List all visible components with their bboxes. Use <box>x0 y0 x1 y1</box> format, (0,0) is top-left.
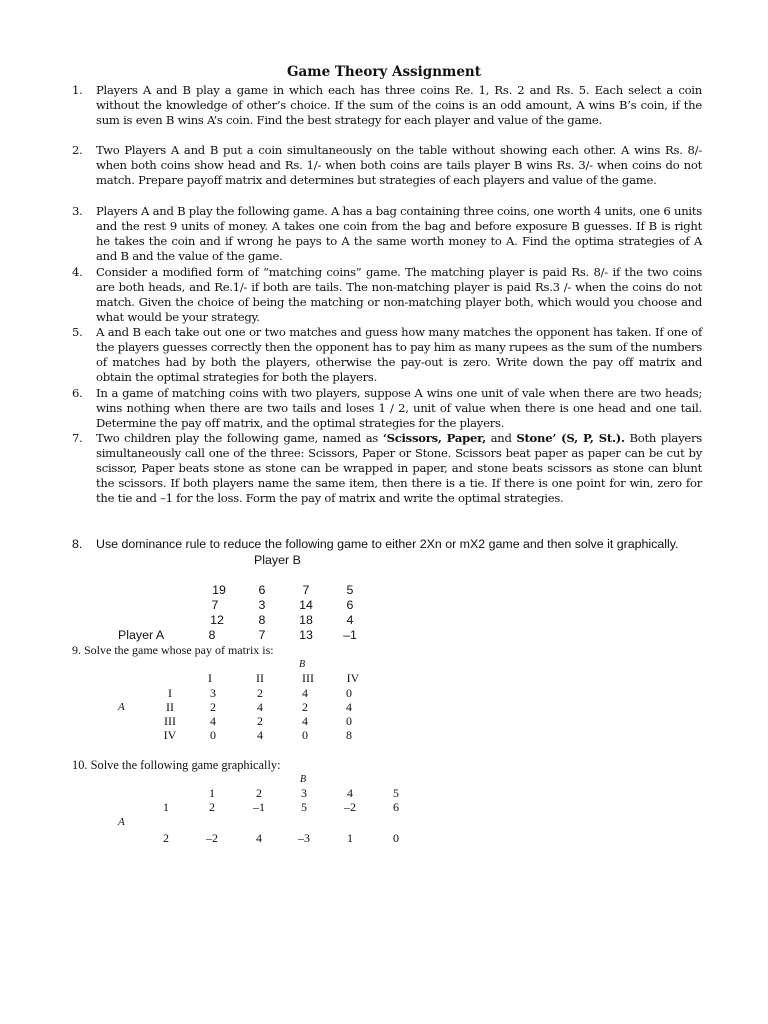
matrix-row-head: IV <box>163 728 177 742</box>
matrix-cell: 2 <box>209 800 215 814</box>
question-7 <box>72 431 702 506</box>
question-text: Players A and B play the following game. A has a bag containing three coins, one worth 4 units, one 6 units and the rest 9 units of money. A takes one coin from the bag and before exposure B guesses. If B is right he takes the coin and if wrong he pays to A the same worth money to A. Find the optima strategies of A and B and the value of the game. <box>96 204 702 264</box>
question-text <box>96 431 702 506</box>
game-name-bold: ‘Scissors, Paper, <box>382 431 486 445</box>
question-number: 2. <box>72 143 83 157</box>
question-number: 6. <box>72 386 83 400</box>
matrix-cell: 8 <box>208 628 216 642</box>
question-2 <box>72 143 702 188</box>
matrix-cell: 7 <box>258 628 266 642</box>
question-text: Players A and B play a game in which each has three coins Re. 1, Rs. 2 and Rs. 5. Each select a coin without the knowledge of other’s choice. If the sum of the coins is an odd amount, A wins B’s coin, if the sum is even B wins A’s coin. Find the best strategy for each player and value of the game. <box>96 83 702 128</box>
question-10 <box>72 758 281 773</box>
question-text-part: and <box>485 431 517 445</box>
matrix-cell: 4 <box>302 686 308 700</box>
matrix-row-head: I <box>168 686 172 700</box>
question-3 <box>72 204 702 264</box>
matrix-cell: 6 <box>258 583 266 597</box>
matrix-cell: 0 <box>393 831 399 845</box>
question-number: 4. <box>72 265 83 279</box>
matrix-column-head: III <box>302 671 314 685</box>
matrix-column-head: II <box>256 671 264 685</box>
matrix-cell: 2 <box>210 700 216 714</box>
matrix-cell: 8 <box>346 728 352 742</box>
game-name-bold: Stone’ (S, P, St.). <box>516 431 625 445</box>
matrix-cell: 0 <box>210 728 216 742</box>
matrix-cell: 3 <box>210 686 216 700</box>
question-number: 3. <box>72 204 83 218</box>
matrix-row-head: II <box>166 700 174 714</box>
matrix-cell: 19 <box>212 583 226 597</box>
matrix-cell: –1 <box>253 800 265 814</box>
question-number: 5. <box>72 325 83 339</box>
matrix-cell: 6 <box>346 598 354 612</box>
matrix-cell: 2 <box>302 700 308 714</box>
question-text: A and B each take out one or two matches and guess how many matches the opponent has taken. If one of the players guesses correctly then the opponent has to pay him as many rupees as the sum of the numbers of matches had by both the players, otherwise the pay-out is zero. Write down the pay off matrix and obtain the optimal strategies for both the players. <box>96 325 702 385</box>
matrix-cell: 13 <box>299 628 313 642</box>
question-text-part: Both players simultaneously call one of the three: Scissors, Paper or Stone. Scissors beat paper as paper can be cut by scissor, Paper beats stone as stone can be wrapped in paper, and stone beats scissors as stone can blunt the scissors. If both players name the same item, then there is a tie. If there is one point for win, zero for the tie and –1 for the loss. Form the pay of matrix and write the optimal strategies. <box>96 431 702 506</box>
matrix-cell: 0 <box>346 686 352 700</box>
matrix-column-head: 1 <box>209 786 215 800</box>
page-title: Game Theory Assignment <box>287 64 481 80</box>
matrix-cell: –1 <box>343 628 357 642</box>
question-number: 8. <box>72 537 83 551</box>
matrix-cell: 2 <box>257 686 263 700</box>
matrix-cell: 7 <box>302 583 310 597</box>
question-8 <box>72 537 678 551</box>
matrix-cell: 4 <box>302 714 308 728</box>
question-number: 9. <box>72 643 81 657</box>
question-5 <box>72 325 702 385</box>
matrix-cell: –2 <box>206 831 218 845</box>
matrix-cell: 2 <box>257 714 263 728</box>
question-text: Solve the following game graphically: <box>90 758 281 772</box>
matrix-cell: 6 <box>393 800 399 814</box>
matrix-cell: 8 <box>258 613 266 627</box>
question-text: Two Players A and B put a coin simultaneously on the table without showing each other. A wins Rs. 8/- when both coins show head and Rs. 1/- when both coins are tails player B wins Rs. 3/- when coins do not match. Prepare payoff matrix and determines but strategies of each players and value of the game. <box>96 143 702 188</box>
matrix-cell: 4 <box>257 728 263 742</box>
matrix-column-head: 5 <box>393 786 399 800</box>
matrix-row-head: III <box>164 714 176 728</box>
matrix-column-head: I <box>208 671 212 685</box>
matrix-column-label: B <box>300 774 307 785</box>
matrix-column-label: B <box>299 659 306 670</box>
matrix-cell: 12 <box>210 613 224 627</box>
question-text: Use dominance rule to reduce the following game to either 2Xn or mX2 game and then solve it graphically. <box>96 537 679 551</box>
matrix-column-head: 2 <box>256 786 262 800</box>
question-text: Solve the game whose pay of matrix is: <box>84 643 274 657</box>
question-number: 1. <box>72 83 83 97</box>
matrix-cell: –3 <box>298 831 310 845</box>
question-9 <box>72 643 274 658</box>
question-6 <box>72 386 702 431</box>
matrix-column-head: 3 <box>301 786 307 800</box>
question-1 <box>72 83 702 128</box>
matrix-column-head: IV <box>346 671 360 685</box>
matrix-row-label: A <box>118 701 125 713</box>
matrix-row-label: Player A <box>118 628 165 642</box>
question-text: In a game of matching coins with two players, suppose A wins one unit of vale when there are two heads; wins nothing when there are two tails and loses 1 / 2, unit of value when there is one head and one tail. Determine the pay off matrix, and the optimal strategies for the players. <box>96 386 702 431</box>
question-text-part: Two children play the following game, named as <box>96 431 383 445</box>
matrix-column-head: 4 <box>347 786 353 800</box>
matrix-cell: 4 <box>346 613 354 627</box>
matrix-cell: –2 <box>344 800 356 814</box>
matrix-cell: 4 <box>257 700 263 714</box>
matrix-row-head: 1 <box>163 800 169 814</box>
matrix-cell: 14 <box>299 598 313 612</box>
matrix-cell: 18 <box>299 613 313 627</box>
question-4 <box>72 265 702 325</box>
matrix-cell: 0 <box>346 714 352 728</box>
question-text: Consider a modified form of “matching coins” game. The matching player is paid Rs. 8/- if the two coins are both heads, and Re.1/- if both are tails. The non-matching player is paid Rs.3 /- when the coins do not match. Given the choice of being the matching or non-matching player both, which would you choose and what would be your strategy. <box>96 265 702 325</box>
matrix-cell: 4 <box>210 714 216 728</box>
matrix-cell: 5 <box>301 800 307 814</box>
matrix-row-head: 2 <box>163 831 169 845</box>
matrix-row-label: A <box>118 816 125 828</box>
matrix-cell: 1 <box>347 831 353 845</box>
matrix-cell: 3 <box>258 598 266 612</box>
question-number: 10. <box>72 758 88 772</box>
matrix-column-label: Player B <box>254 553 301 567</box>
matrix-cell: 4 <box>256 831 262 845</box>
matrix-cell: 5 <box>346 583 354 597</box>
matrix-cell: 0 <box>302 728 308 742</box>
matrix-cell: 7 <box>211 598 219 612</box>
question-number: 7. <box>72 431 83 445</box>
matrix-cell: 4 <box>346 700 352 714</box>
